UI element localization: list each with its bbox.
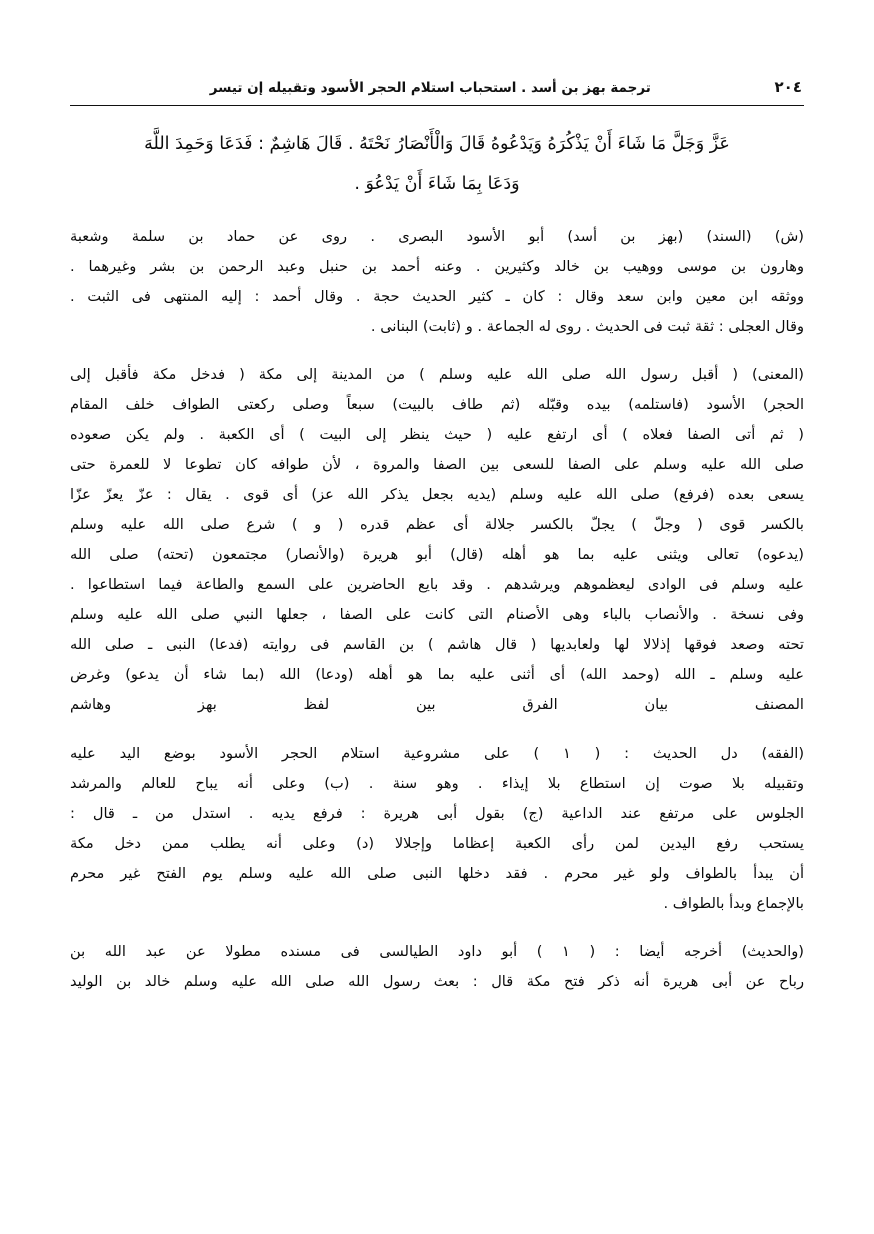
- hadith-line-2: وَدَعَا بِمَا شَاءَ أَنْ يَدْعُوَ .: [354, 173, 520, 194]
- paragraph-line: يستحب رفع اليدين لمن رأى الكعبة إعظاما وإجلالا (د) وعلى أنه يطلب ممن دخل مكة: [70, 834, 804, 852]
- paragraph-line: (والحديث) أخرجه أيضا : ( ١ ) أبو داود الطيالسى فى مسنده مطولا عن عبد الله بن: [70, 942, 805, 960]
- paragraph-line: وفى نسخة . والأنصاب بالباء وهى الأصنام التى كانت على الصفا ، جعلها النبي صلى الله عليه وسلم: [70, 606, 804, 624]
- paragraph-line: بالإجماع وبدأ بالطواف .: [663, 894, 804, 912]
- paragraph-line: ووثقه ابن معين وابن سعد وقال : كان ـ كثير الحديث حجة . وقال أحمد : إليه المنتهى فى الثبت .: [70, 288, 804, 306]
- paragraph-line: ( ثم أتى الصفا فعلاه ) أى ارتفع عليه ( حيث ينظر إلى البيت ) أى الكعبة . ولم يكن صعوده: [70, 426, 804, 444]
- paragraph-line: (يدعوه) تعالى ويثنى عليه بما هو أهله (قال) أبو هريرة (والأنصار) مجتمعون (تحته) صلى الله: [70, 546, 804, 564]
- paragraph-line: تحته وصعد فوقها إذلالا لها ولعابديها ( قال هاشم ) بن القاسم فى روايته (فدعا) النبى ـ صلى الله: [70, 636, 804, 654]
- header-divider: [70, 105, 804, 106]
- page-header: [70, 78, 804, 96]
- paragraph-line: عليه وسلم فى الوادى ليعظموهم ويرشدهم . وقد بايع الحاضرين على السمع والطاعة فيما استطاعوا .: [70, 576, 804, 594]
- paragraph-line: بالكسر قوى ( وجلّ ) يجلّ بالكسر جلالة أى عظم قدره ( و ) شرع صلى الله عليه وسلم: [70, 516, 804, 534]
- paragraph-line: صلى الله عليه وسلم على الصفا للسعى بين الصفا والمروة ، لأن طوافه كان تطوعا لا للعمرة حتى: [70, 456, 804, 474]
- paragraph-line: المصنف بيان الفرق بين لفظ بهز وهاشم: [70, 696, 804, 714]
- paragraph-line: أن يبدأ بالطواف ولو غير محرم . فقد دخلها النبى صلى الله عليه وسلم يوم الفتح غير محرم: [70, 864, 804, 882]
- paragraph-line: يسعى بعده (فرفع) صلى الله عليه وسلم (يديه بجعل يذكر الله عز) أى قوى . يقال : عزّ يعزّ عزّا: [70, 486, 804, 504]
- paragraph-line: وقال العجلى : ثقة ثبت فى الحديث . روى له الجماعة . و (ثابت) البنانى .: [370, 318, 804, 336]
- quoted-hadith-text: [90, 126, 784, 203]
- running-title: ترجمة بهز بن أسد . استحباب استلام الحجر الأسود وتقبيله إن تيسر: [209, 80, 651, 96]
- section-fiqh: [70, 740, 804, 918]
- paragraph-line: عليه وسلم ـ الله (وحمد الله) أى أثنى عليه بما هو أهله (ودعا) الله (بما شاء أن يدعو) وغرض: [70, 666, 804, 684]
- paragraph-line: الحجر) الأسود (فاستلمه) بيده وقبّله (ثم طاف بالبيت) سبعاً وصلى ركعتى الطواف خلف المقام: [70, 396, 804, 414]
- section-takhrij: [70, 938, 804, 996]
- section-sanad: [70, 223, 804, 341]
- paragraph-line: الجلوس على مرتفع عند الداعية (ج) بقول أبى هريرة : فرفع يديه . استدل من ـ قال :: [70, 804, 804, 822]
- paragraph-line: وتقبيله بلا صوت إن استطاع بلا إيذاء . وهو سنة . (ب) وعلى أنه يباح للعالم والمرشد: [70, 774, 804, 792]
- paragraph-line: (المعنى) ( أقبل رسول الله صلى الله عليه وسلم ) من المدينة إلى مكة ( فدخل مكة فأقبل إلى: [70, 366, 804, 384]
- page-body: [70, 126, 804, 996]
- paragraph-line: رباح عن أبى هريرة أنه ذكر فتح مكة قال : بعث رسول الله صلى الله عليه وسلم خالد بن الوليد: [70, 972, 804, 990]
- page-number: ٢٠٤: [774, 78, 802, 96]
- paragraph-line: وهارون بن موسى ووهيب بن خالد وكثيرين . وعنه أحمد بن حنبل وعبد الرحمن بن بشر وغيرهما .: [70, 258, 804, 276]
- hadith-line-1: عَزَّ وَجَلَّ مَا شَاءَ أَنْ يَذْكُرَهُ وَيَدْعُوهُ قَالَ وَالْأَنْصَارُ نَحْتَهُ . قَالَ هَاشِمٌ : فَدَعَا وَحَمِدَ اللَّهَ: [144, 134, 730, 154]
- paragraph-line: (الفقه) دل الحديث : ( ١ ) على مشروعية استلام الحجر الأسود بوضع اليد عليه: [70, 744, 805, 762]
- section-maana: [70, 361, 804, 719]
- paragraph-line: (ش) (السند) (بهز بن أسد) أبو الأسود البصرى . روى عن حماد بن سلمة وشعبة: [70, 228, 804, 246]
